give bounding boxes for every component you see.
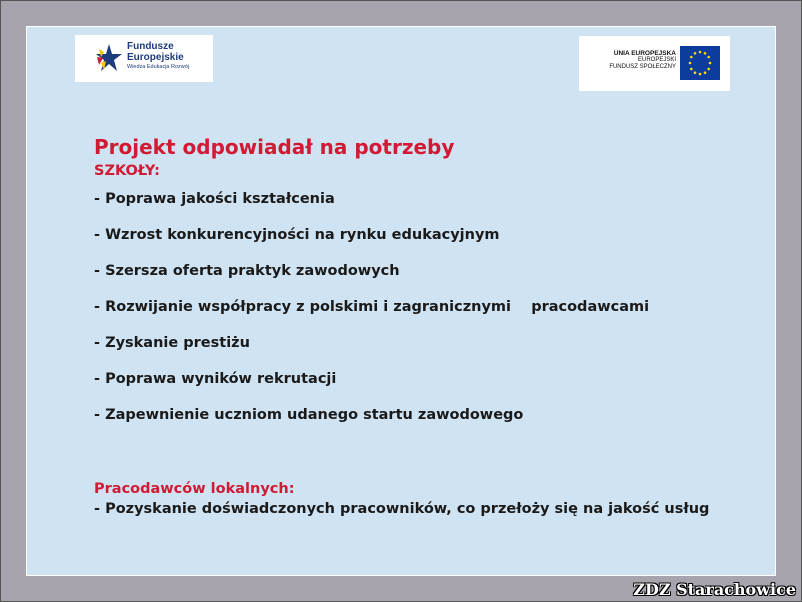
list-item: - Zyskanie prestiżu [94, 335, 250, 351]
fe-logo-line1: Fundusze [127, 41, 174, 52]
ue-logo-line2: EUROPEJSKI [637, 57, 676, 64]
list-item: - Rozwijanie współpracy z polskimi i zagranicznymi pracodawcami [94, 299, 650, 315]
fe-star-icon [95, 43, 123, 73]
fundusze-europejskie-logo [75, 35, 213, 82]
fe-logo-line2: Europejskie [127, 51, 184, 63]
section-schools-heading: SZKOŁY: [94, 163, 160, 179]
unia-europejska-logo [579, 36, 730, 91]
fe-logo-line3: Wiedza Edukacja Rozwój [127, 64, 190, 70]
eu-flag-icon [680, 46, 720, 80]
section-employers-heading: Pracodawców lokalnych: [94, 481, 295, 497]
slide-title: Projekt odpowiadał na potrzeby [94, 135, 455, 159]
slide [26, 26, 776, 576]
watermark: ZDZ Starachowice [633, 580, 796, 599]
slide-content [94, 135, 764, 517]
section-schools-list [94, 189, 764, 441]
list-item: - Szersza oferta praktyk zawodowych [94, 263, 400, 279]
ue-logo-line3: FUNDUSZ SPOŁECZNY [609, 64, 676, 71]
list-item: - Pozyskanie doświadczonych pracowników, co przełoży się na jakość usług [94, 501, 710, 517]
list-item: - Poprawa wyników rekrutacji [94, 371, 337, 387]
section-employers-list [94, 501, 764, 517]
list-item: - Poprawa jakości kształcenia [94, 191, 335, 207]
ue-logo-line1: UNIA EUROPEJSKA [613, 50, 676, 57]
list-item: - Zapewnienie uczniom udanego startu zawodowego [94, 407, 524, 423]
list-item: - Wzrost konkurencyjności na rynku edukacyjnym [94, 227, 500, 243]
